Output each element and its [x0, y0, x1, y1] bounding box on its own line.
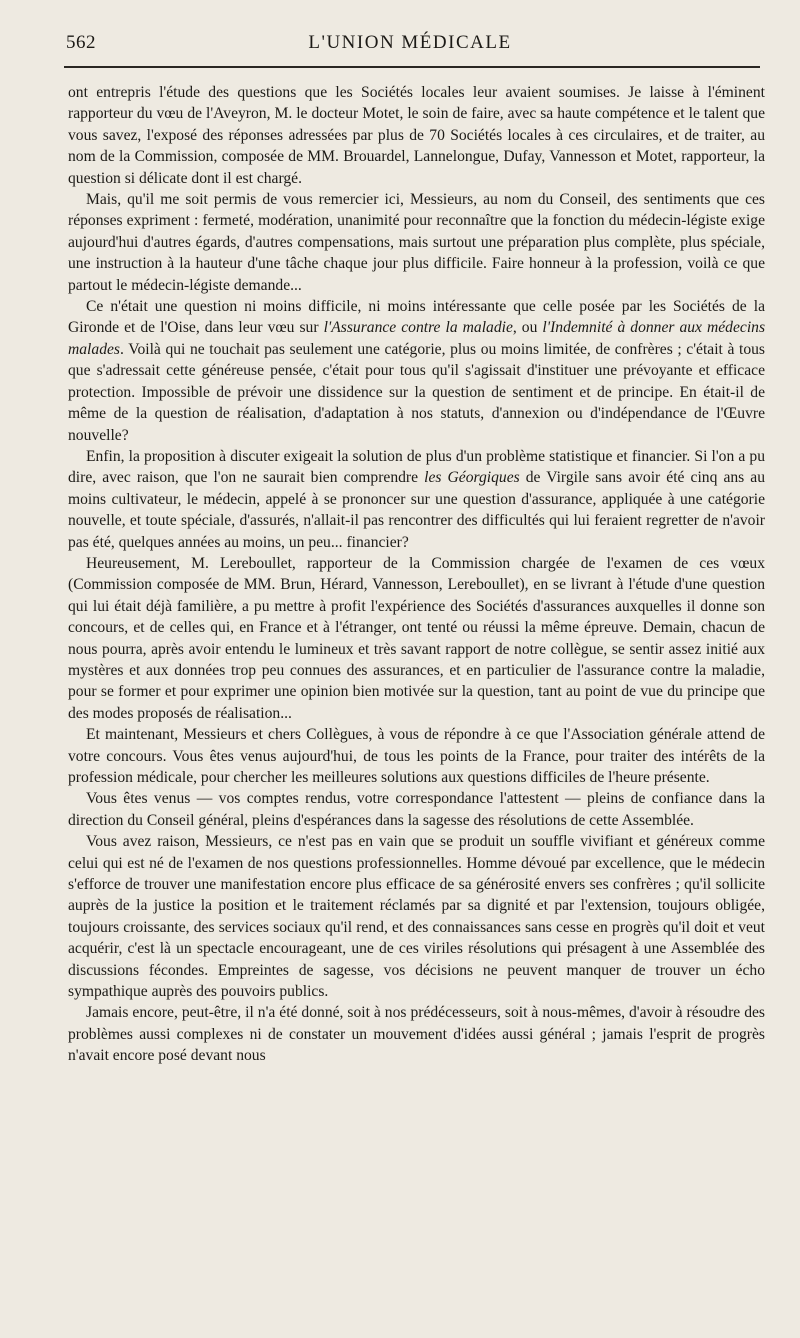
italic-title: l'Indemnité à donner aux médecins malades [68, 319, 766, 358]
paragraph-text: . Voilà qui ne touchait pas seulement une catégorie, plus ou moins limitée, de confrères ; c'était à tous que s'adressait cette généreuse pensée, c'était pour tous qu'il s'agissait d'instituer une prévoyante et efficace protection. Impossible de prévoir une dissidence sur la question de sentiment et de principe. En était-il de même de la question de réalisation, d'adaptation à nos statuts, d'annexion ou d'indépendance de l'Œuvre nouvelle? [68, 340, 765, 444]
running-header [66, 30, 754, 60]
paragraph: Vous êtes venus — vos comptes rendus, votre correspondance l'attestent — pleins de confiance dans la direction du Conseil général, pleins d'espérances dans la sagesse des résolutions de cette Assemblée. [68, 790, 765, 829]
italic-title: les Géorgiques [424, 469, 520, 487]
paragraph: Et maintenant, Messieurs et chers Collègues, à vous de répondre à ce que l'Association générale attend de votre concours. Vous êtes venus aujourd'hui, de tous les points de la France, pour traiter des intérêts de la profession médicale, pour chercher les meilleures solutions aux questions difficiles de l'heure présente. [68, 726, 765, 786]
paragraph [68, 446, 765, 553]
paragraph: Heureusement, M. Lereboullet, rapporteur de la Commission chargée de l'examen de ces vœux (Commission composée de MM. Brun, Hérard, Vannesson, Lereboullet), en se livrant à l'étude d'une question qui lui était déjà familière, a pu mettre à profit l'expérience des Sociétés d'assurances auxquelles il donne son concours, et de celles qui, en France et à l'étranger, ont tenté ou réussi la même épreuve. Demain, chacun de nous pourra, après avoir entendu le lumineux et très savant rapport de notre collègue, se sentir assez initié aux mystères et aux données trop peu connues des assurances, et en particulier de l'assurance contre la maladie, pour se former et pour exprimer une opinion bien motivée sur la question, tant au point de vue du principe que des modes proposés de réalisation... [68, 554, 765, 722]
body-text [68, 82, 765, 1067]
paragraph: ont entrepris l'étude des questions que les Sociétés locales leur avaient soumises. Je laisse à l'éminent rapporteur du vœu de l'Aveyron, M. le docteur Motet, le soin de faire, avec sa haute compétence et le talent que vous savez, l'exposé des réponses adressées par plus de 70 Sociétés locales à ces circulaires, et de traiter, au nom de la Commission, composée de MM. Brouardel, Lannelongue, Dufay, Vannesson et Motet, rapporteur, la question si délicate dont il est chargé. [68, 84, 765, 187]
paragraph: Vous avez raison, Messieurs, ce n'est pas en vain que se produit un souffle vivifiant et généreux comme celui qui est né de l'examen de nos questions professionnelles. Homme dévoué par excellence, que le médecin s'efforce de trouver une manifestation encore plus efficace de sa générosité envers ses confrères ; qu'il sollicite auprès de la justice la position et le traitement réclamés par sa dignité et par l'extension, toujours obligée, toujours croissante, des services sociaux qu'il rend, et des connaissances sans cesse en progrès qu'il doit et veut acquérir, c'est là un spectacle encourageant, une de ces viriles résolutions qui présagent à une Assemblée des discussions fécondes. Empreintes de sagesse, vos décisions ne peuvent manquer de trouver un écho sympathique auprès des pouvoirs publics. [68, 833, 765, 1001]
paragraph [68, 296, 765, 446]
page-number: 562 [66, 32, 96, 53]
paragraph: Mais, qu'il me soit permis de vous remercier ici, Messieurs, au nom du Conseil, des sentiments que ces réponses expriment : fermeté, modération, unanimité pour reconnaître que la fonction du médecin-légiste exige aujourd'hui d'autres égards, d'autres compensations, mais surtout une préparation plus complète, plus spéciale, une instruction à la hauteur d'une tâche chaque jour plus difficile. Faire honneur à la profession, voilà ce que partout le médecin-légiste demande... [68, 191, 765, 294]
header-rule [64, 66, 760, 68]
paragraph-text: , ou [512, 319, 543, 337]
italic-title: l'Assurance contre la maladie [323, 319, 513, 337]
paragraph-text: Enfin, la proposition à discuter exigeait la solution de plus d'un problème statistique et financier. Si l'on a pu dire, avec raison, que l'on ne saurait bien comprendre [68, 447, 765, 487]
paragraph-text: Ce n'était une question ni moins difficile, ni moins intéressante que celle posée par les Sociétés de la Gironde et de l'Oise, dans leur vœu sur [68, 298, 765, 337]
paragraph-text: de Virgile sans avoir été cinq ans au moins cultivateur, le médecin, appelé à se prononcer sur une question d'assurance, appliquée à une catégorie nouvelle, et toute spéciale, d'assurés, n'allait-il pas rencontrer des difficultés qui lui feraient regretter de n'avoir pas été, quelques années au moins, un peu... financier? [68, 469, 766, 551]
running-title: L'UNION MÉDICALE [308, 32, 512, 53]
paragraph: Jamais encore, peut-être, il n'a été donné, soit à nos prédécesseurs, soit à nous-mêmes, d'avoir à résoudre des problèmes aussi complexes ni de constater un mouvement d'idées aussi général ; jamais l'esprit de progrès n'avait encore posé devant nous [68, 1004, 765, 1065]
